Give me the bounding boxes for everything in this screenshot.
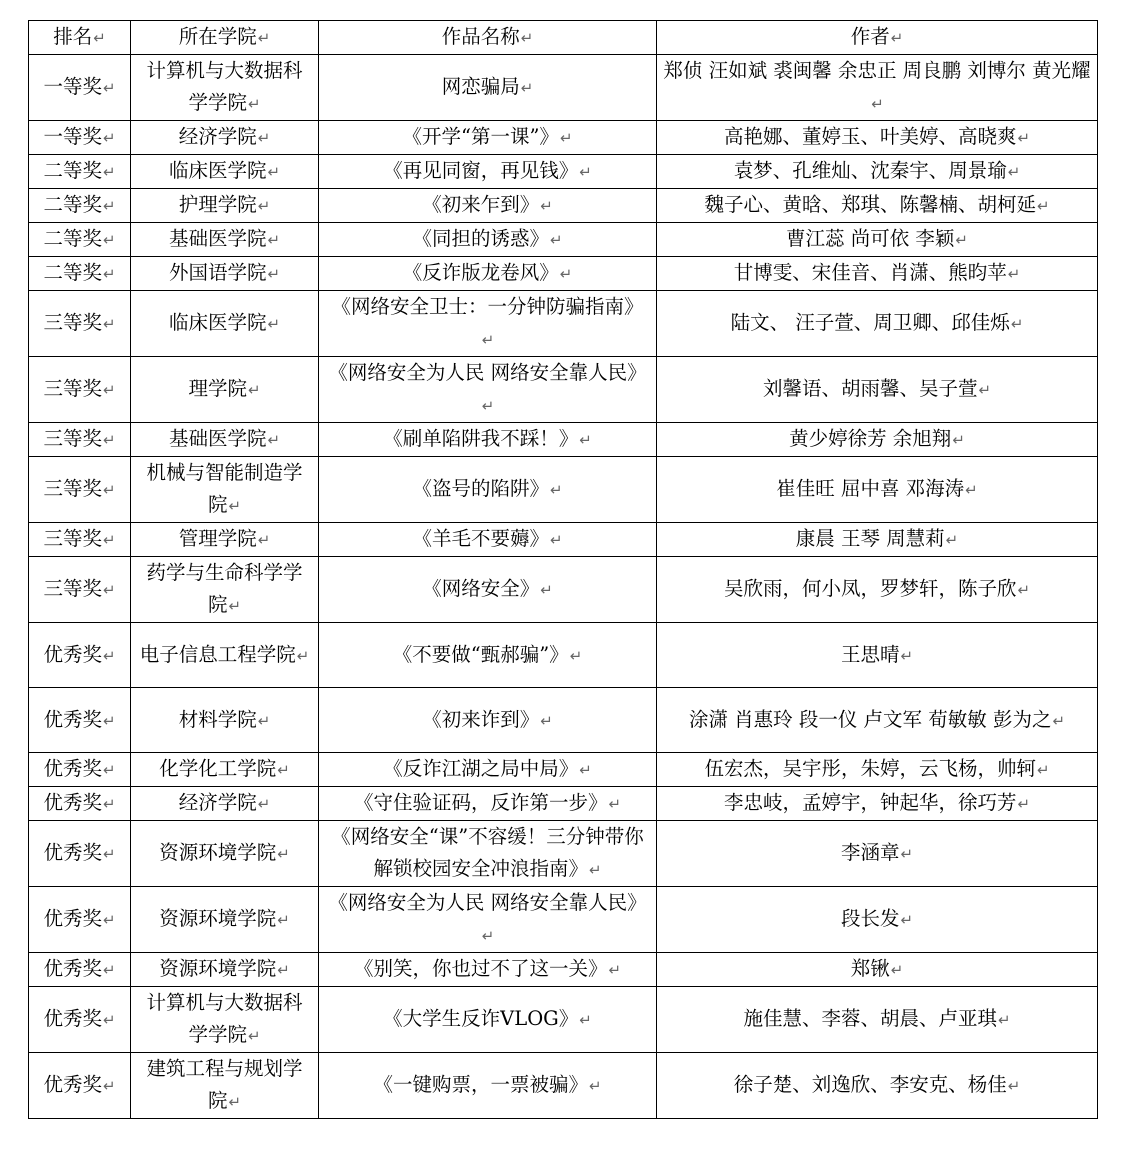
cell-rank: 三等奖↵	[29, 291, 131, 357]
cell-rank: 三等奖↵	[29, 457, 131, 523]
cell-title: 《反诈江湖之局中局》↵	[319, 753, 657, 787]
cell-rank: 优秀奖↵	[29, 821, 131, 887]
cell-authors: 郑锹↵	[657, 953, 1098, 987]
cell-authors: 崔佳旺 屈中喜 邓海涛↵	[657, 457, 1098, 523]
cell-authors: 李涵章↵	[657, 821, 1098, 887]
table-row	[29, 223, 1098, 257]
cell-title: 《一键购票，一票被骗》↵	[319, 1053, 657, 1119]
table-row	[29, 887, 1098, 953]
table-row	[29, 987, 1098, 1053]
table-row	[29, 155, 1098, 189]
cell-college: 临床医学院↵	[131, 155, 319, 189]
cell-college: 电子信息工程学院↵	[131, 623, 319, 688]
cell-college: 护理学院↵	[131, 189, 319, 223]
cell-title: 《网络安全“课”不容缓！三分钟带你解锁校园安全冲浪指南》↵	[319, 821, 657, 887]
table-row	[29, 821, 1098, 887]
cell-rank: 三等奖↵	[29, 557, 131, 623]
cell-rank: 三等奖↵	[29, 357, 131, 423]
cell-authors: 段长发↵	[657, 887, 1098, 953]
table-row	[29, 121, 1098, 155]
cell-title: 《开学“第一课”》↵	[319, 121, 657, 155]
table-row	[29, 189, 1098, 223]
table-row	[29, 523, 1098, 557]
cell-rank: 优秀奖↵	[29, 953, 131, 987]
table-row	[29, 291, 1098, 357]
table-row	[29, 457, 1098, 523]
header-rank: 排名↵	[29, 21, 131, 55]
cell-title: 《盗号的陷阱》↵	[319, 457, 657, 523]
cell-title: 《反诈版龙卷风》↵	[319, 257, 657, 291]
cell-rank: 二等奖↵	[29, 189, 131, 223]
table-row	[29, 257, 1098, 291]
cell-college: 材料学院↵	[131, 688, 319, 753]
cell-college: 管理学院↵	[131, 523, 319, 557]
cell-college: 药学与生命科学学院↵	[131, 557, 319, 623]
cell-title: 《网络安全卫士：一分钟防骗指南》↵	[319, 291, 657, 357]
table-body	[29, 55, 1098, 1119]
table-row	[29, 787, 1098, 821]
header-title: 作品名称↵	[319, 21, 657, 55]
table-row	[29, 1053, 1098, 1119]
cell-authors: 郑侦 汪如斌 裘闽馨 余忠正 周良鹏 刘博尔 黄光耀↵	[657, 55, 1098, 121]
cell-authors: 涂潇 肖惠玲 段一仪 卢文军 荀敏敏 彭为之↵	[657, 688, 1098, 753]
table-row	[29, 688, 1098, 753]
cell-rank: 优秀奖↵	[29, 1053, 131, 1119]
cell-rank: 优秀奖↵	[29, 987, 131, 1053]
cell-rank: 优秀奖↵	[29, 787, 131, 821]
cell-authors: 施佳慧、李蓉、胡晨、卢亚琪↵	[657, 987, 1098, 1053]
cell-rank: 优秀奖↵	[29, 753, 131, 787]
cell-title: 《刷单陷阱我不踩！》↵	[319, 423, 657, 457]
award-table-page	[28, 20, 1097, 1119]
cell-college: 资源环境学院↵	[131, 953, 319, 987]
cell-title: 《大学生反诈VLOG》↵	[319, 987, 657, 1053]
cell-title: 《守住验证码，反诈第一步》↵	[319, 787, 657, 821]
cell-title: 《不要做“甄郝骗”》↵	[319, 623, 657, 688]
cell-rank: 优秀奖↵	[29, 887, 131, 953]
cell-college: 计算机与大数据科学学院↵	[131, 987, 319, 1053]
cell-rank: 优秀奖↵	[29, 623, 131, 688]
cell-title: 《网络安全为人民 网络安全靠人民》↵	[319, 887, 657, 953]
cell-college: 资源环境学院↵	[131, 821, 319, 887]
cell-college: 临床医学院↵	[131, 291, 319, 357]
cell-authors: 伍宏杰，吴宇彤，朱婷，云飞杨，帅轲↵	[657, 753, 1098, 787]
award-table	[28, 20, 1098, 1119]
table-row	[29, 557, 1098, 623]
cell-authors: 黄少婷徐芳 余旭翔↵	[657, 423, 1098, 457]
cell-authors: 王思晴↵	[657, 623, 1098, 688]
table-row	[29, 953, 1098, 987]
cell-authors: 曹江蕊 尚可依 李颖↵	[657, 223, 1098, 257]
cell-college: 基础医学院↵	[131, 223, 319, 257]
cell-rank: 三等奖↵	[29, 523, 131, 557]
cell-title: 《初来乍到》↵	[319, 189, 657, 223]
cell-college: 资源环境学院↵	[131, 887, 319, 953]
cell-rank: 三等奖↵	[29, 423, 131, 457]
cell-authors: 康晨 王琴 周慧莉↵	[657, 523, 1098, 557]
header-college: 所在学院↵	[131, 21, 319, 55]
cell-title: 《别笑，你也过不了这一关》↵	[319, 953, 657, 987]
cell-title: 网恋骗局↵	[319, 55, 657, 121]
cell-authors: 高艳娜、董婷玉、叶美婷、高晓爽↵	[657, 121, 1098, 155]
table-row	[29, 357, 1098, 423]
table-row	[29, 623, 1098, 688]
cell-rank: 优秀奖↵	[29, 688, 131, 753]
table-row	[29, 55, 1098, 121]
cell-rank: 一等奖↵	[29, 55, 131, 121]
cell-rank: 二等奖↵	[29, 257, 131, 291]
cell-authors: 魏子心、黄晗、郑琪、陈馨楠、胡柯延↵	[657, 189, 1098, 223]
cell-title: 《再见同窗，再见钱》↵	[319, 155, 657, 189]
cell-authors: 袁梦、孔维灿、沈秦宇、周景瑜↵	[657, 155, 1098, 189]
cell-authors: 甘博雯、宋佳音、肖潇、熊昀苹↵	[657, 257, 1098, 291]
cell-rank: 二等奖↵	[29, 155, 131, 189]
table-row	[29, 423, 1098, 457]
cell-title: 《网络安全为人民 网络安全靠人民》↵	[319, 357, 657, 423]
cell-rank: 二等奖↵	[29, 223, 131, 257]
table-header-row	[29, 21, 1098, 55]
header-authors: 作者↵	[657, 21, 1098, 55]
cell-college: 建筑工程与规划学院↵	[131, 1053, 319, 1119]
cell-college: 理学院↵	[131, 357, 319, 423]
cell-rank: 一等奖↵	[29, 121, 131, 155]
table-row	[29, 753, 1098, 787]
cell-authors: 李忠岐，孟婷宇，钟起华，徐巧芳↵	[657, 787, 1098, 821]
cell-title: 《初来诈到》↵	[319, 688, 657, 753]
cell-college: 外国语学院↵	[131, 257, 319, 291]
cell-college: 经济学院↵	[131, 787, 319, 821]
cell-college: 计算机与大数据科学学院↵	[131, 55, 319, 121]
cell-authors: 吴欣雨，何小凤，罗梦轩，陈子欣↵	[657, 557, 1098, 623]
cell-authors: 刘馨语、胡雨馨、吴子萱↵	[657, 357, 1098, 423]
cell-college: 化学化工学院↵	[131, 753, 319, 787]
cell-title: 《网络安全》↵	[319, 557, 657, 623]
cell-authors: 陆文、 汪子萱、周卫卿、邱佳烁↵	[657, 291, 1098, 357]
cell-title: 《羊毛不要薅》↵	[319, 523, 657, 557]
cell-college: 经济学院↵	[131, 121, 319, 155]
cell-college: 基础医学院↵	[131, 423, 319, 457]
cell-authors: 徐子楚、刘逸欣、李安克、杨佳↵	[657, 1053, 1098, 1119]
cell-title: 《同担的诱惑》↵	[319, 223, 657, 257]
cell-college: 机械与智能制造学院↵	[131, 457, 319, 523]
